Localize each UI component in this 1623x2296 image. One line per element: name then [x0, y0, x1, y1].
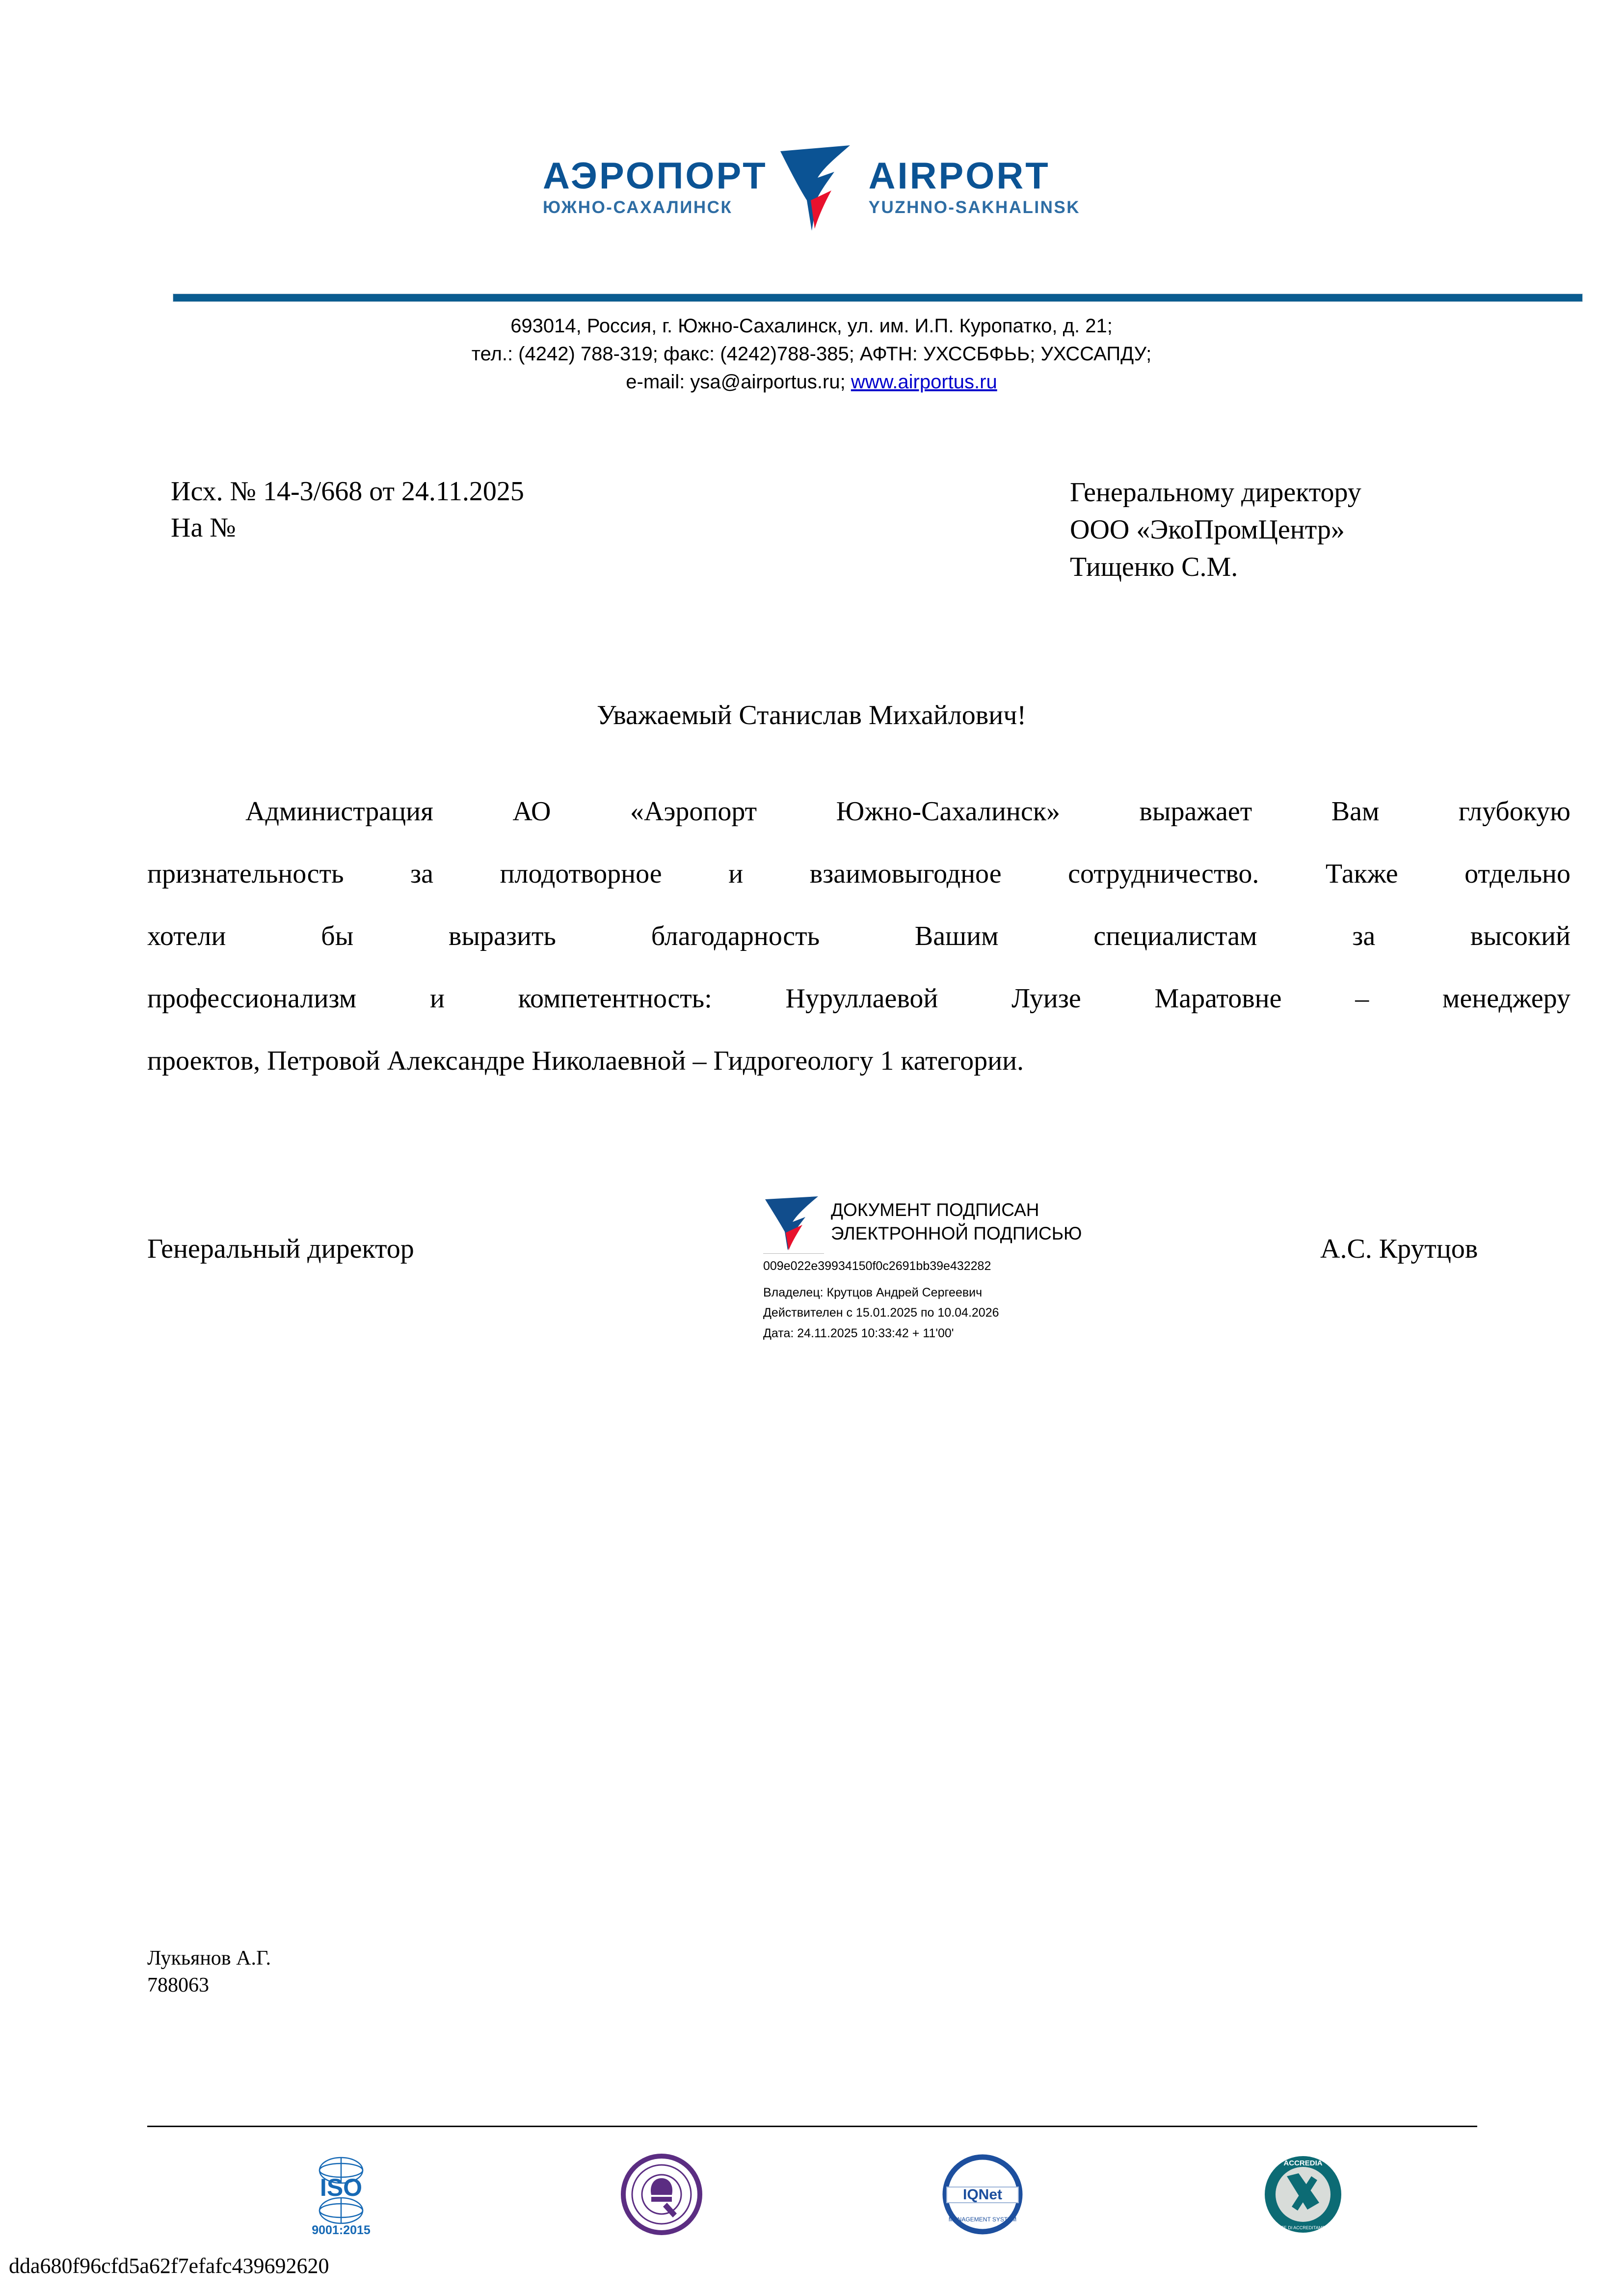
esign-title: [831, 1195, 1082, 1245]
website-link[interactable]: www.airportus.ru: [851, 371, 997, 393]
incoming-reference: На №: [171, 512, 236, 543]
letterhead: [0, 142, 1623, 231]
executor-phone: 788063: [147, 1973, 209, 1997]
esign-serial-number: 009e022e39934150f0c2691bb39e432282: [763, 1259, 991, 1273]
body-line-3: [147, 905, 1570, 968]
airport-bird-icon: [776, 142, 860, 231]
body-word: специалистам: [1093, 921, 1257, 952]
signer-title: Генеральный директор: [147, 1234, 414, 1264]
body-word: профессионализм: [147, 983, 357, 1014]
electronic-signature-stamp: [763, 1195, 1151, 1344]
logo-russian-main: АЭРОПОРТ: [542, 155, 768, 197]
body-line-1: [147, 781, 1570, 843]
esign-title-line1: ДОКУМЕНТ ПОДПИСАН: [831, 1200, 1039, 1220]
body-word: и: [728, 859, 744, 890]
esign-bird-icon: [763, 1195, 824, 1254]
esign-validity: Действителен с 15.01.2025 по 10.04.2026: [763, 1306, 999, 1320]
executor-block: [147, 1945, 271, 1999]
body-word: за: [1352, 921, 1376, 952]
body-word: Маратовне: [1154, 983, 1282, 1014]
body-line-5: проектов, Петровой Александре Николаевной – Гидрогеологу 1 категории.: [147, 1046, 1024, 1077]
svg-text:IQNet: IQNet: [962, 2187, 1002, 2203]
body-word: благодарность: [651, 921, 820, 952]
body-word: хотели: [147, 921, 226, 952]
esign-header: [763, 1195, 1151, 1254]
esign-title-line2: ЭЛЕКТРОННОЙ ПОДПИСЬЮ: [831, 1223, 1082, 1244]
letter-body: [147, 781, 1570, 1093]
body-word: Нуруллаевой: [785, 983, 938, 1014]
airport-logo: [543, 142, 1080, 231]
body-word: взаимовыгодное: [809, 859, 1002, 890]
body-word: компетентность:: [518, 983, 712, 1014]
footer-divider-rule: [147, 2126, 1477, 2127]
logo-english-text: [868, 155, 1081, 217]
body-line-4: [147, 968, 1570, 1030]
contact-info-block: [0, 312, 1623, 396]
body-word: Администрация: [245, 796, 433, 827]
iqnet-certification-logo: [936, 2148, 1029, 2241]
svg-text:ACCREDIA: ACCREDIA: [1283, 2159, 1323, 2167]
body-word: за: [410, 859, 434, 890]
executor-name: Лукьянов А.Г.: [147, 1947, 271, 1970]
body-word: отдельно: [1464, 859, 1570, 890]
logo-russian-sub: ЮЖНО-САХАЛИНСК: [542, 197, 733, 217]
contact-address-line: 693014, Россия, г. Южно-Сахалинск, ул. им. И.П. Куропатко, д. 21;: [510, 315, 1113, 337]
contact-email-text: e-mail: ysa@airportus.ru;: [626, 371, 851, 393]
logo-russian-text: [542, 155, 768, 217]
body-word: глубокую: [1458, 796, 1570, 827]
body-word: Вам: [1331, 796, 1380, 827]
contact-phone-line: тел.: (4242) 788-319; факс: (4242)788-385; АФТН: УХССБФЬЬ; УХССАПДУ;: [471, 343, 1152, 365]
body-line-2: [147, 843, 1570, 905]
body-word: бы: [321, 921, 354, 952]
body-word: высокий: [1470, 921, 1570, 952]
accredia-certification-logo: [1256, 2148, 1350, 2241]
svg-text:MANAGEMENT SYSTEM: MANAGEMENT SYSTEM: [948, 2216, 1016, 2223]
body-word: Луизе: [1011, 983, 1081, 1014]
body-word: Вашим: [914, 921, 999, 952]
esign-date: Дата: 24.11.2025 10:33:42 + 11'00': [763, 1326, 954, 1340]
body-word: плодотворное: [500, 859, 662, 890]
certification-logos-row: [294, 2148, 1350, 2241]
body-word: сотрудничество.: [1068, 859, 1259, 890]
addressee-name: Тищенко С.М.: [1070, 552, 1238, 583]
body-word: выразить: [448, 921, 556, 952]
body-word: выражает: [1139, 796, 1252, 827]
addressee-block: [1070, 474, 1361, 586]
body-word: и: [429, 983, 445, 1014]
svg-text:9001:2015: 9001:2015: [312, 2223, 371, 2237]
signer-name: А.С. Крутцов: [1320, 1234, 1478, 1264]
logo-english-main: AIRPORT: [868, 155, 1050, 197]
outgoing-reference: Исх. № 14-3/668 от 24.11.2025: [171, 476, 524, 507]
salutation: Уважаемый Станислав Михайлович!: [597, 700, 1026, 730]
body-word: Южно-Сахалинск»: [836, 796, 1060, 827]
body-word: признательность: [147, 859, 344, 890]
iso-9001-certification-logo: [294, 2148, 388, 2241]
logo-english-sub: YUZHNO-SAKHALINSK: [868, 197, 1081, 217]
document-hash: dda680f96cfd5a62f7efafc439692620: [9, 2254, 329, 2278]
contact-email-line: [0, 368, 1623, 396]
body-word: «Аэропорт: [630, 796, 757, 827]
body-word: –: [1355, 983, 1369, 1014]
addressee-position: Генеральному директору: [1070, 477, 1361, 508]
esign-details: [763, 1256, 1151, 1344]
svg-text:ISO: ISO: [319, 2174, 363, 2201]
addressee-company: ООО «ЭкоПромЦентр»: [1070, 514, 1345, 545]
body-word: Также: [1325, 859, 1398, 890]
svg-text:L'ENTE DI ACCREDITAMENTO: L'ENTE DI ACCREDITAMENTO: [1272, 2225, 1334, 2230]
header-divider-rule: [173, 294, 1583, 302]
reference-block: [171, 474, 524, 546]
body-word: АО: [512, 796, 551, 827]
body-word: менеджеру: [1442, 983, 1570, 1014]
esign-owner: Владелец: Крутцов Андрей Сергеевич: [763, 1285, 983, 1299]
russian-certification-seal-logo: [615, 2148, 708, 2241]
